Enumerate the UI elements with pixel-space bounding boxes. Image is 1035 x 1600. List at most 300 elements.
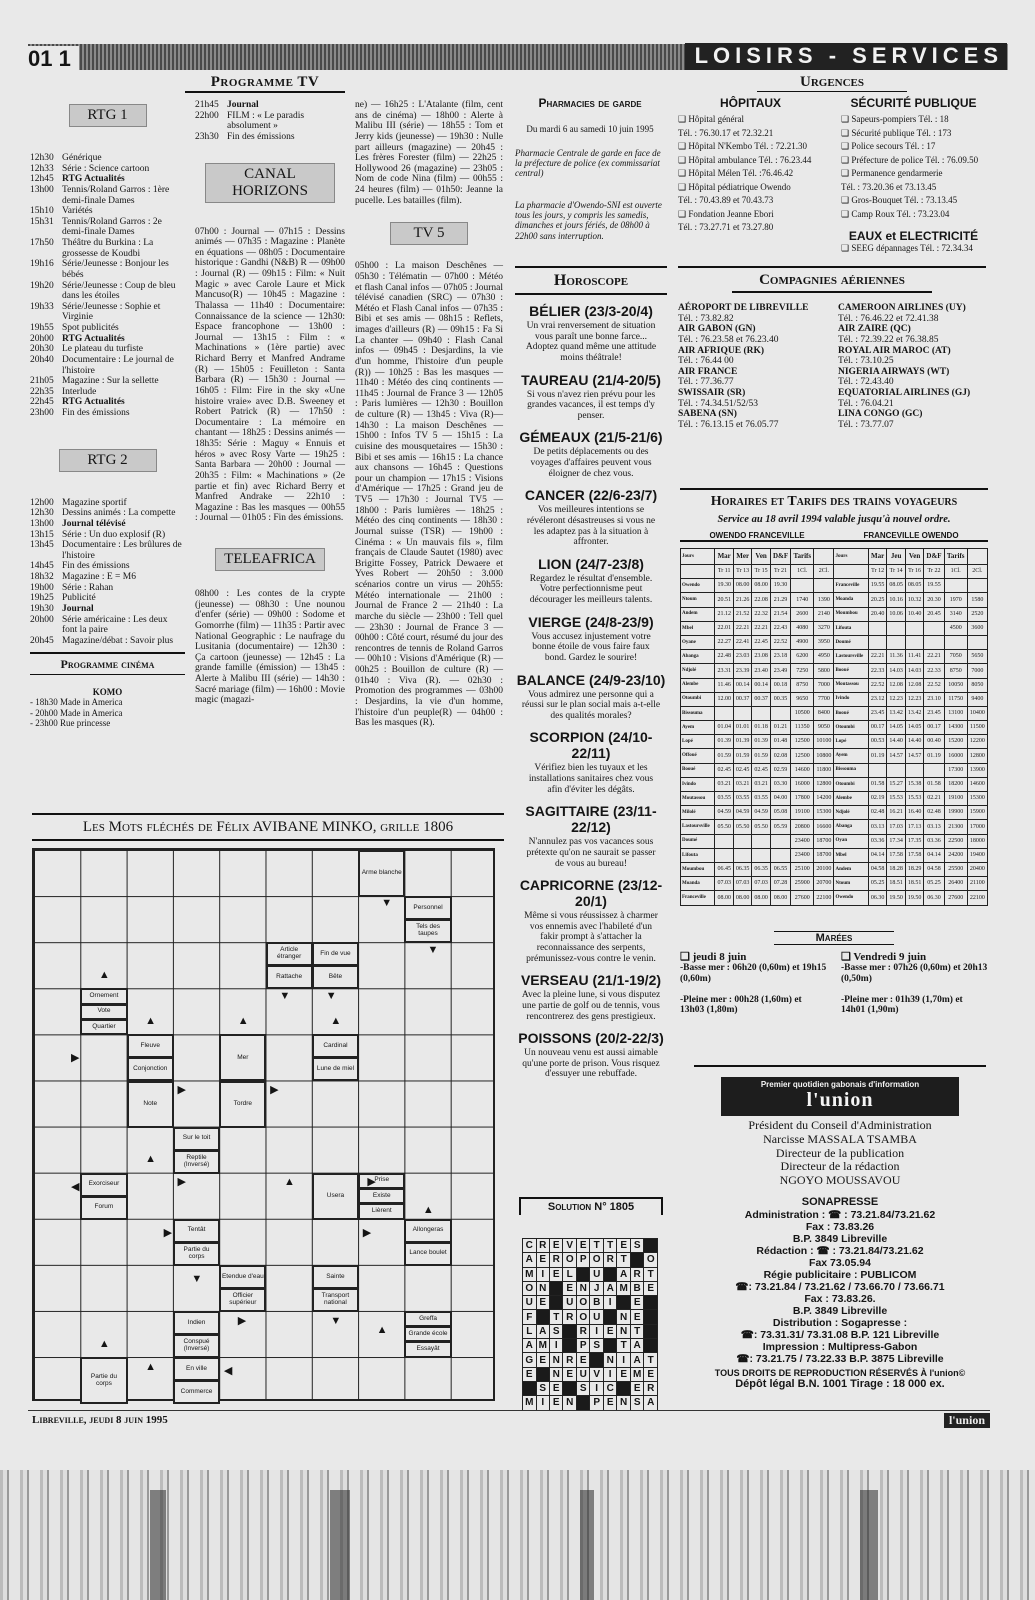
union-officer-line: NGOYO MOUSSAVOU [779,1173,901,1188]
solution-cell: B [590,1296,603,1310]
train-cell: 2520 [967,607,987,621]
train-cell: 02.45 [752,763,770,777]
crossword-arrow-icon: ▼ [427,943,439,956]
train-cell: 02.21 [924,792,944,806]
schedule-time: 12h30 [30,508,54,519]
schedule-row [30,519,185,530]
solution-cell: M [630,1367,644,1381]
solution-grid [522,1238,658,1411]
train-cell: 11.46 [715,678,733,692]
train-cell: 3600 [967,621,987,635]
solution-cell: C [523,1239,537,1253]
train-cell: 10.06 [887,607,905,621]
solution-cell: E [644,1367,658,1381]
train-cell: 04.58 [868,862,886,876]
train-cell: 15300 [814,806,834,820]
horoscope-text: Si vous n'avez rien prévu pour les grandes vacances, il est temps d'y penser. [526,389,656,421]
crossword-arrow-icon: ▼ [330,1314,342,1327]
cinema-item: - 23h00 Rue princesse [30,717,111,728]
crossword-clue: Essayât [404,1341,451,1358]
cinema-venue: KOMO [92,687,123,698]
train-cell: 01.39 [733,735,751,749]
train-cell: 19.55 [868,579,886,593]
airline-line: Tél. : 73.10.25 [838,356,894,367]
crossword-arrow-icon: ▶ [177,1176,186,1189]
tv-column-2 [195,100,345,706]
solution-cell: G [523,1353,537,1367]
train-cell: 10400 [967,706,987,720]
train-direction-2: FRANCEVILLE OWENDO [863,531,959,540]
train-cell: Andem [834,862,868,876]
crossword-clue: Reptile (Inversé) [173,1150,220,1174]
train-cell: 04.59 [733,806,751,820]
train-cell: Franceville [834,579,868,593]
train-cell [791,579,814,593]
train-cell: 21.52 [733,607,751,621]
solution-cell: A [644,1396,658,1410]
solution-title: Solution N° 1805 [547,1201,635,1213]
train-cell: 1Cl. [944,565,967,579]
train-cell: Moumbou [834,607,868,621]
train-cell: Mar [715,549,733,565]
train-row [681,579,988,593]
union-contact-line: ☎: 73.31.31/ 73.31.08 B.P. 121 Libreville [740,1329,940,1342]
schedule-row [30,397,185,408]
train-cell: 8400 [814,706,834,720]
crossword-clue: Note [127,1081,174,1128]
train-cell: 15.53 [887,792,905,806]
compagnies-section [678,266,986,431]
solution-cell [630,1253,644,1267]
union-logo [721,1077,959,1116]
maree-day-2: ❑ Vendredi 9 juin [841,951,927,963]
crossword-clue: Fleuve [127,1034,174,1058]
train-row [681,692,988,706]
horoscope-text: Vous accusez injustement votre bonne étoile de vous faire faux bond. Gardez le sourire! [531,631,651,663]
horoscope-sign: SCORPION (24/10-22/11) [529,729,653,762]
train-cell [967,579,987,593]
train-cell: Ayem [834,749,868,763]
train-row [681,706,988,720]
schedule-program: Magazine : E = M6 [62,572,136,582]
train-cell: 14.03 [905,664,923,678]
solution-cell: F [523,1310,537,1324]
train-cell: 19.30 [715,579,733,593]
schedule-row [30,508,185,519]
schedule-program: Fin des émissions [62,408,130,418]
schedule-time: 15h10 [30,206,54,217]
schedule-row [30,153,185,164]
solution-cell: E [630,1296,644,1310]
train-cell: 12.23 [887,692,905,706]
train-cell: 00.18 [770,678,790,692]
train-cell: Bissouma [681,706,715,720]
securite-list [841,113,986,221]
train-cell: 08.00 [715,891,733,905]
train-cell [868,635,886,649]
train-cell: 07.03 [733,877,751,891]
crossword-arrow-icon: ▲ [422,1203,434,1216]
train-cell: 22.41 [733,635,751,649]
crossword-arrow-icon: ▶ [237,1314,247,1327]
train-cell: 19.50 [887,891,905,905]
hopital-line: Tél. : 76.30.17 et 72.32.21 [678,127,774,138]
train-cell [834,565,868,579]
crossword-clue: Article étranger [266,942,313,966]
horoscope-sign: TAUREAU (21/4-20/5) [521,371,661,388]
solution-cell: V [590,1367,603,1381]
solution-cell: R [563,1310,576,1324]
compagnies-title: Compagnies aériennes [732,272,932,293]
solution-cell: N [617,1310,631,1324]
schedule-row [30,604,185,615]
train-cell: 9650 [791,692,814,706]
train-cell: 20700 [814,877,834,891]
train-cell [944,635,967,649]
solution-cell [603,1339,616,1353]
horoscope-text: Regardez le résultat d'ensemble. Votre perfectionnisme peut décourager les meilleurs talents. [529,573,653,605]
train-cell [715,706,733,720]
teleafrica-schedule: 08h00 : Les contes de la crypte (jeunesse) — 08h30 : Une nounou d'enfer (série) — 09h00 : Sodome et Gomorrhe (film) — 11h35 : Partir avec National Geographic : Le naufrage du Lusitania (documentaire) — 12h30 : Ça cartoon (jeunesse) — 12h45 : La grande famille (émission) — 13h45 : Alerte à Malibu III (série) — 14h30 : Sacré mariage (film) — 16h00 : Movie magic (magazi- [195,589,345,706]
train-row [681,735,988,749]
solution-cell [550,1281,563,1295]
solution-cell [576,1267,589,1281]
train-cell: Tr 15 [752,565,770,579]
train-cell: 10.16 [887,593,905,607]
train-cell: Ivindo [834,692,868,706]
train-cell: 21.12 [715,607,733,621]
train-cell: Jours [681,549,715,565]
schedule-program: Série : Science cartoon [62,163,150,174]
securite-line: ❑ Sapeurs-pompiers Tél. : 18 [841,114,949,124]
schedule-time: 19h33 [30,301,54,312]
train-row [681,792,988,806]
train-cell: 11.36 [887,650,905,664]
schedule-row [30,217,185,238]
train-cell: Moanda [681,877,715,891]
solution-row [523,1239,658,1253]
cinema-item: - 20h00 Made in America [30,707,123,718]
schedule-time: 12h30 [30,153,54,163]
solution-cell: O [576,1296,589,1310]
airline-line: SABENA (SN) [678,409,737,420]
solution-header [519,1197,663,1215]
scan-stripe [860,1490,878,1600]
train-cell: 14.40 [905,735,923,749]
crossword-arrow-icon: ▶ [71,1051,80,1064]
train-cell: 01.59 [752,749,770,763]
train-cell: Tr 13 [733,565,751,579]
crossword-arrow-icon: ▼ [325,989,337,1002]
solution-cell [644,1324,658,1338]
urgences-section [678,74,986,253]
train-cell: 11.41 [905,650,923,664]
union-officer-line: Narcisse MASSALA TSAMBA [763,1131,917,1146]
hopitaux-title: HÔPITAUX [719,96,782,110]
schedule-row [30,540,185,561]
schedule-program: Journal télévisé [62,518,126,529]
crossword-clue: Fin de vue [312,942,359,966]
train-cell: 21.54 [770,607,790,621]
train-cell: Booué [834,664,868,678]
train-cell: Tr 22 [924,565,944,579]
train-cell: 25500 [944,862,967,876]
solution-cell: L [523,1324,537,1338]
tv-column-3 [355,100,503,729]
train-cell: 21100 [967,877,987,891]
airline-line: EQUATORIAL AIRLINES (GJ) [838,388,971,398]
train-cell: 16.40 [905,806,923,820]
train-cell: 01.58 [924,777,944,791]
train-cell: 2Cl. [967,565,987,579]
solution-cell: S [550,1324,563,1338]
schedule-time: 19h55 [30,323,54,333]
securite-line: ❑ Préfecture de police Tél. : 76.09.50 [841,154,979,165]
solution-cell: A [630,1353,644,1367]
train-cell: 24200 [944,848,967,862]
train-cell: 22.52 [924,678,944,692]
solution-cell: E [576,1353,589,1367]
schedule-row [195,111,345,132]
union-officers [694,1119,986,1188]
crossword-clue: Vote [80,1004,127,1020]
train-cell: 22100 [967,891,987,905]
train-cell: Ndjolé [681,664,715,678]
solution-cell: E [550,1396,563,1410]
train-row [681,848,988,862]
train-direction-1: OWENDO FRANCEVILLE [709,531,805,540]
hopitaux-box [678,96,823,253]
train-cell: Oyan [834,834,868,848]
solution-cell: E [536,1296,550,1310]
crossword-clue: Partie du corps [80,1357,127,1404]
train-cell: 14.03 [887,664,905,678]
train-cell: 08.00 [733,891,751,905]
train-cell [887,621,905,635]
schedule-row [30,593,185,604]
crossword-arrow-icon: ▲ [330,1014,342,1027]
rtg2-schedule [30,498,185,647]
train-cell: 00.14 [733,678,751,692]
union-contact-line: ☎: 73.21.75 / 73.22.33 B.P. 3875 Libreville [736,1353,944,1366]
schedule-time: 20h40 [30,354,54,365]
union-contact-line: Impression : Multipress-Gabon [762,1341,918,1354]
solution-cell: E [603,1396,616,1410]
hopital-line: Tél. : 70.43.89 et 70.43.73 [678,195,774,205]
solution-cell: N [617,1324,631,1338]
schedule-time: 19h20 [30,280,54,291]
union-officer-line: Président du Conseil d'Administration [748,1118,932,1132]
train-cell: 8050 [967,678,987,692]
maree-pleine-2: -Pleine mer : 01h39 (1,70m) et 14h01 (1,90m) [841,994,963,1016]
solution-cell: S [576,1381,589,1395]
schedule-row [30,561,185,572]
train-cell: 23.40 [752,664,770,678]
train-cell: Ven [752,549,770,565]
train-cell: 12500 [791,749,814,763]
schedule-row [30,387,185,398]
train-cell: Tr 11 [715,565,733,579]
crossword-clue: En ville [173,1357,220,1381]
schedule-row [30,572,185,583]
union-contact-line: SONAPRESSE [801,1195,879,1208]
train-cell: 3140 [944,607,967,621]
crossword-arrow-icon: ▲ [98,968,110,981]
schedule-time: 19h25 [30,593,54,604]
securite-line: ❑ Police secours Tél. : 17 [841,141,936,151]
train-cell: 19400 [967,848,987,862]
schedule-program: Tennis/Roland Garros : 1ère demi-finale Dames [62,184,170,206]
train-cell: 02.45 [733,763,751,777]
train-cell: 23.08 [752,650,770,664]
train-cell: Moutassou [834,678,868,692]
hopital-line: Tél. : 73.27.71 et 73.27.80 [678,222,774,232]
train-cell: 10.40 [905,607,923,621]
train-cell: 08.05 [905,579,923,593]
schedule-program: Le plateau du turfiste [62,344,143,355]
schedule-time: 20h00 [30,333,54,344]
schedule-row [30,355,185,376]
schedule-time: 13h15 [30,529,54,540]
solution-row [523,1324,658,1338]
schedule-row [30,376,185,387]
crossword-clue: Existe [358,1188,405,1204]
solution-cell: I [536,1267,550,1281]
train-cell: 12500 [791,735,814,749]
solution-row [523,1310,658,1324]
horoscope-text: De petits déplacements ou des voyages d'affaires peuvent vous éloigner de chez vous. [530,447,652,479]
solution-cell: S [536,1381,550,1395]
train-cell: 00.37 [733,692,751,706]
train-cell: Jeu [887,549,905,565]
train-cell: 3270 [814,621,834,635]
airline-line: Tél. : 76.23.58 et 76.23.40 [678,334,779,345]
schedule-time: 18h32 [30,572,54,582]
horoscope-text: Vous admirez une personne qui a réussi sur le plan social mais a-t-elle des qualités morales? [521,689,661,721]
train-cell: 01.39 [752,735,770,749]
train-cell: Andem [681,607,715,621]
train-cell: 23.49 [770,664,790,678]
schedule-program: Spot publicités [62,323,119,333]
train-cell: 12800 [814,777,834,791]
solution-cell: A [523,1253,537,1267]
solution-cell: I [603,1296,616,1310]
crossword-header [32,813,504,841]
crossword-clue: Tordre [219,1081,266,1128]
crossword-grid[interactable] [32,848,495,1401]
airline-line: Tél. : 72.39.22 et 76.38.85 [838,334,939,345]
union-contact-line: Distribution : Sogapresse : [772,1317,908,1330]
solution-cell: E [563,1281,576,1295]
securite-line: ❑ Permanence gendarmerie [841,168,943,178]
crossword-clue: Tels des taupes [404,919,451,943]
train-cell: 12.08 [887,678,905,692]
train-cell: 06.35 [733,862,751,876]
train-cell [715,834,733,848]
train-cell: 5650 [967,650,987,664]
train-cell: Ven [905,549,923,565]
scan-stripe [330,1490,350,1600]
train-cell [733,834,751,848]
train-cell: Tr 14 [887,565,905,579]
tv-section [185,74,345,93]
schedule-row [30,302,185,323]
train-cell: 23.03 [733,650,751,664]
train-cell: D&F [770,549,790,565]
train-cell: Tr 21 [770,565,790,579]
train-cell: 22.33 [924,664,944,678]
schedule-row [30,281,185,302]
schedule-time: 23h00 [30,408,54,418]
crossword-clue: Sur le toit [173,1127,220,1151]
train-cell: Ayem [681,721,715,735]
solution-cell: I [590,1324,603,1338]
maree-day-1: ❑ jeudi 8 juin [680,951,747,963]
train-cell: 03.13 [924,820,944,834]
train-cell: Tr 16 [905,565,923,579]
pharmacies-period: Du mardi 6 au samedi 10 juin 1995 [526,124,654,134]
schedule-time: 14h45 [30,561,54,572]
train-cell: 15.53 [905,792,923,806]
train-cell: 14200 [814,792,834,806]
train-cell: Franceville [681,891,715,905]
solution-cell: N [563,1396,576,1410]
train-cell: 19.50 [905,891,923,905]
schedule-time: 13h45 [30,540,54,551]
train-cell: D&F [924,549,944,565]
horoscope-text: Vérifiez bien les tuyaux et les installations sanitaires chez vous afin d'éviter les dégâts. [528,763,654,795]
train-cell: 04.14 [868,848,886,862]
solution-cell: T [644,1267,658,1281]
solution-cell: A [630,1339,644,1353]
train-cell: 18.51 [905,877,923,891]
solution-cell: I [536,1396,550,1410]
train-cell: 05.25 [924,877,944,891]
urgences-title: Urgences [757,74,907,92]
schedule-program: FILM : « Le paradis absolument » [227,110,305,132]
schedule-program: Fin des émissions [227,131,295,142]
schedule-row [30,206,185,217]
solution-cell: N [550,1353,563,1367]
solution-cell: A [603,1281,616,1295]
train-cell: 03.36 [924,834,944,848]
train-cell: 03.30 [770,777,790,791]
train-row [681,607,988,621]
hopital-line: ❑ Hôpital ambulance Tél. : 76.23.44 [678,154,812,165]
train-cell: 02.19 [868,792,886,806]
train-cell: Mar [868,549,886,565]
train-cell: 17800 [791,792,814,806]
schedule-time: 12h45 [30,174,54,185]
cinema-title: Programme cinéma [30,657,185,675]
train-cell: Alembe [681,678,715,692]
solution-cell [644,1310,658,1324]
solution-cell [536,1367,550,1381]
tv-title: Programme TV [185,74,345,93]
solution-cell: U [523,1296,537,1310]
marees-section [680,931,988,1016]
rtg1-title: RTG 1 [69,104,147,127]
train-cell: 21.29 [770,593,790,607]
train-cell: 03.21 [752,777,770,791]
solution-cell: T [644,1353,658,1367]
schedule-program: Magazine : Sur la sellette [62,376,159,387]
train-cell [924,763,944,777]
train-cell: 22.21 [868,650,886,664]
train-cell: 00.40 [924,735,944,749]
schedule-program: Série/Jeunesse : Sophie et Virginie [62,301,161,323]
train-cell: 1970 [944,593,967,607]
